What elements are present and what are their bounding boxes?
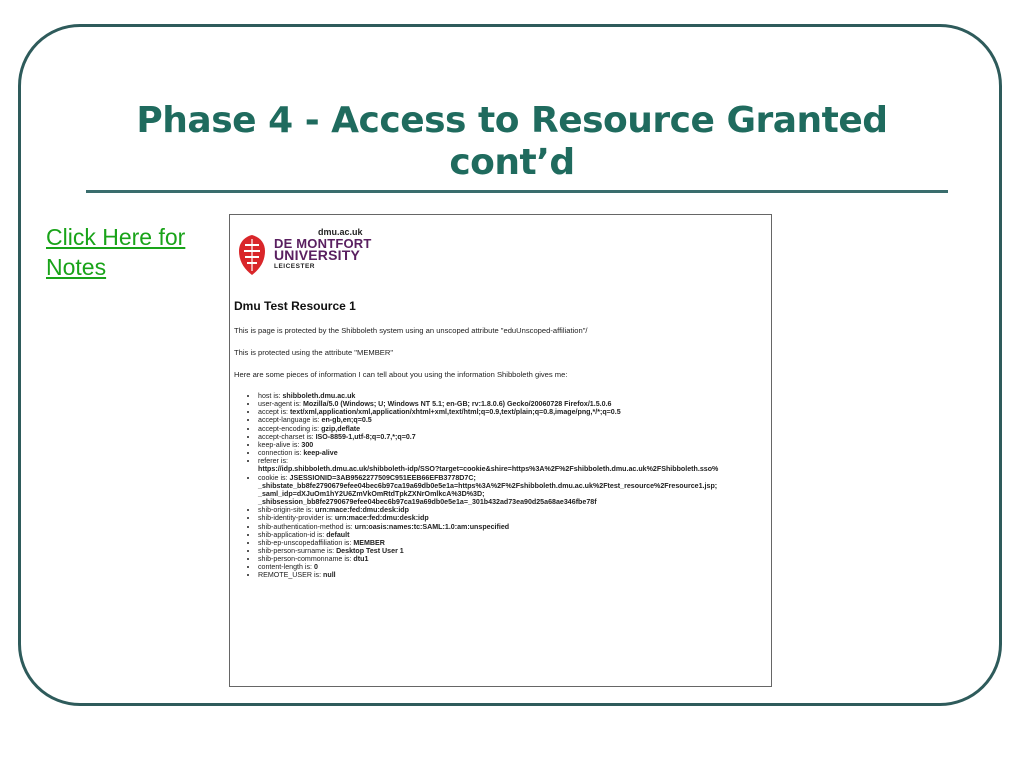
- info-value-continuation: _saml_idp=dXJuOm1hY2U6ZmVkOmRtdTpkZXNrOmlkcA%3D%3D;: [258, 489, 485, 498]
- info-label: shib-identity-provider is:: [258, 514, 335, 523]
- info-value: shibboleth.dmu.ac.uk: [282, 392, 356, 400]
- info-list-item: [258, 400, 718, 408]
- info-value: JSESSIONID=3AB9562277509C951EEB66EFB3778D7C;: [289, 473, 476, 482]
- slide-title: [100, 100, 924, 184]
- info-list-item: [258, 523, 718, 531]
- info-label: shib-person-commonname is:: [258, 555, 354, 564]
- info-value: text/xml,application/xml,application/xhtml+xml,text/html;q=0.9,text/plain;q=0.8,image/png,*/*;q=0.5: [289, 408, 621, 417]
- info-list-item: [258, 571, 718, 579]
- info-value: MEMBER: [353, 538, 385, 547]
- logo-line1: DE MONTFORT: [274, 236, 372, 251]
- info-value: null: [323, 571, 336, 580]
- info-list-item: [258, 474, 718, 507]
- info-value: gzip,deflate: [321, 424, 361, 433]
- attribute-text: This is protected using the attribute "MEMBER": [234, 348, 394, 357]
- logo-line3: LEICESTER: [274, 263, 315, 270]
- dmu-crest-icon: [236, 233, 268, 277]
- info-value: Mozilla/5.0 (Windows; U; Windows NT 5.1; en-GB; rv:1.8.0.6) Gecko/20060728 Firefox/1.5.0.6: [302, 400, 612, 409]
- info-label: user-agent is:: [258, 400, 303, 409]
- info-label: shib-origin-site is:: [258, 506, 316, 515]
- info-list-item: [258, 449, 718, 457]
- info-value: en-gb,en;q=0.5: [321, 416, 372, 425]
- slide-title-line1: Phase 4 - Access to Resource Granted: [136, 100, 888, 141]
- info-label: cookie is:: [258, 473, 290, 482]
- info-label: host is:: [258, 392, 283, 400]
- logo-line2: UNIVERSITY: [274, 247, 361, 263]
- info-label: accept-language is:: [258, 416, 322, 425]
- info-value-continuation: https://idp.shibboleth.dmu.ac.uk/shibboleth-idp/SSO?target=cookie&shire=https%3A%2F%2Fshibboleth.dmu.ac.uk%2FShibboleth.sso%: [258, 465, 719, 474]
- info-list-item: [258, 506, 718, 514]
- info-label: content-length is:: [258, 563, 314, 572]
- info-value: 0: [314, 563, 318, 572]
- info-list-item: [258, 457, 718, 473]
- info-list-item: [258, 547, 718, 555]
- protection-text: This is page is protected by the Shibboleth system using an unscoped attribute "eduUnscoped-affiliation"/: [234, 326, 588, 335]
- resource-heading: Dmu Test Resource 1: [234, 299, 356, 313]
- info-label: shib-authentication-method is:: [258, 522, 355, 531]
- info-list-item: [258, 514, 718, 522]
- info-list-item: [258, 539, 718, 547]
- info-value: ISO-8859-1,utf-8;q=0.7,*;q=0.7: [315, 432, 416, 441]
- logo-domain: dmu.ac.uk: [318, 227, 363, 237]
- info-list-item: [258, 555, 718, 563]
- info-value: keep-alive: [303, 449, 338, 458]
- info-label: accept-encoding is:: [258, 424, 322, 433]
- info-value: urn:mace:fed:dmu:desk:idp: [315, 506, 409, 515]
- info-label: accept is:: [258, 408, 290, 417]
- info-label: shib-ep-unscopedaffiliation is:: [258, 538, 354, 547]
- info-label: keep-alive is:: [258, 440, 302, 449]
- title-divider: [86, 190, 948, 193]
- info-value: dtu1: [353, 555, 369, 564]
- info-label: connection is:: [258, 449, 304, 458]
- info-value: 300: [301, 440, 314, 449]
- info-intro-text: Here are some pieces of information I can tell about you using the information Shibboleth gives me:: [234, 370, 568, 379]
- info-list-item: [258, 441, 718, 449]
- info-list-item: [258, 408, 718, 416]
- browser-screenshot: [229, 214, 772, 687]
- info-list-item: [258, 531, 718, 539]
- info-label: referer is:: [258, 457, 288, 466]
- info-label: accept-charset is:: [258, 432, 316, 441]
- info-value: urn:mace:fed:dmu:desk:idp: [334, 514, 429, 523]
- info-label: shib-application-id is:: [258, 530, 327, 539]
- info-list-item: [258, 563, 718, 571]
- dmu-logo: [236, 227, 386, 277]
- info-label: REMOTE_USER is:: [258, 571, 324, 580]
- info-label: shib-person-surname is:: [258, 546, 337, 555]
- info-list-item: [258, 425, 718, 433]
- info-list-item: [258, 433, 718, 441]
- info-list: [248, 392, 718, 580]
- info-value: Desktop Test User 1: [336, 546, 404, 555]
- info-value-continuation: _shibsession_bb8fe2790679efee04bec6b97ca19a69db0e5e1a=_301b432ad73ea90d25a68ae346fbe78f: [258, 498, 597, 507]
- slide-title-line2: cont’d: [449, 142, 575, 183]
- info-value: urn:oasis:names:tc:SAML:1.0:am:unspecified: [354, 522, 510, 531]
- info-list-item: [258, 416, 718, 424]
- info-value-continuation: _shibstate_bb8fe2790679efee04bec6b97ca19a69db0e5e1a=https%3A%2F%2Fshibboleth.dmu.ac.uk%2Ftest_resource%2Fresource1.jsp;: [258, 481, 718, 490]
- notes-link[interactable]: Click Here for Notes: [46, 224, 186, 280]
- info-list-item: [258, 392, 718, 400]
- info-value: default: [326, 530, 350, 539]
